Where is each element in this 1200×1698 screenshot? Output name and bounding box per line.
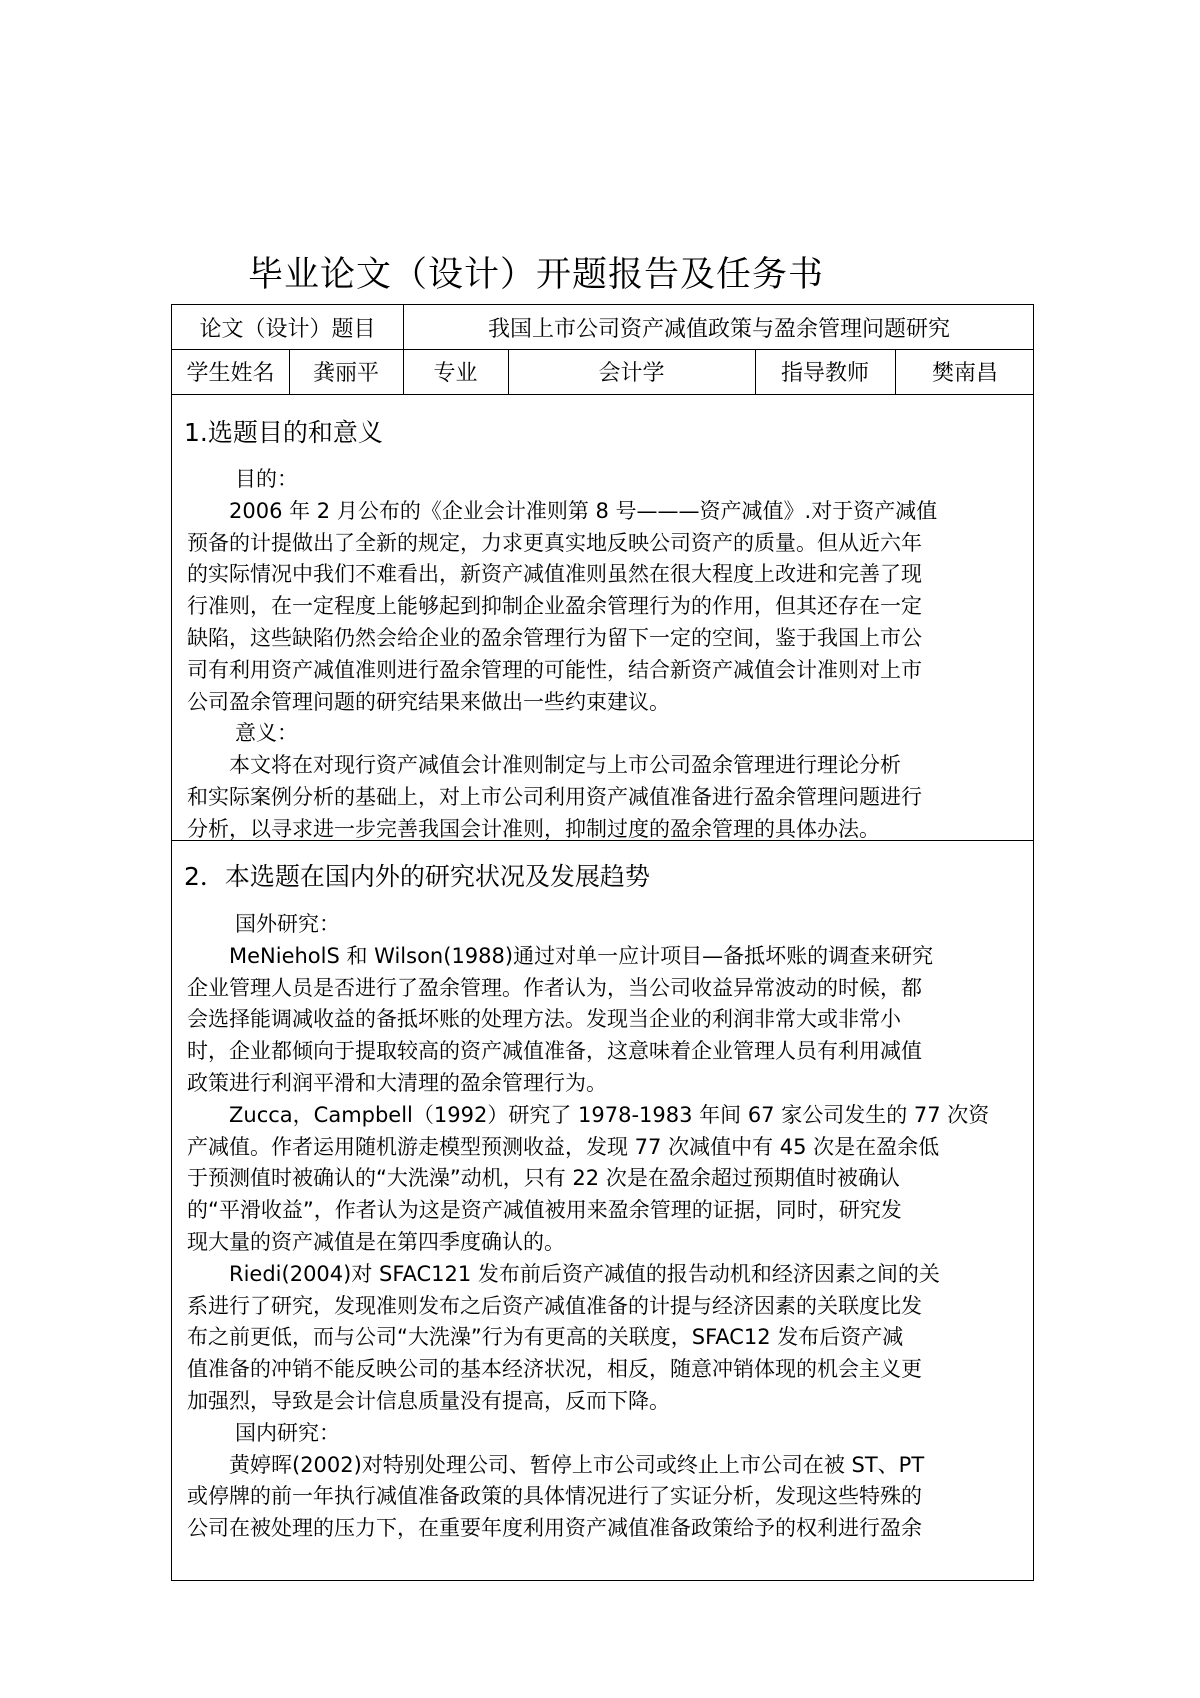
document-title: 毕业论文（设计）开题报告及任务书 [248,255,825,295]
paragraph-line: 时，企业都倾向于提取较高的资产减值准备，这意味着企业管理人员有利用减值 [187,1039,922,1064]
topic-label: 论文（设计）题目 [199,316,376,342]
paragraph-line: 的“平滑收益”，作者认为这是资产减值被用来盈余管理的证据，同时，研究发 [187,1198,902,1223]
paragraph-line: Zucca，Campbell（1992）研究了 1978-1983 年间 67 家公司发生的 77 次资 [229,1102,990,1127]
student-name-value: 龚丽平 [312,361,379,386]
paragraph-line: 值准备的冲销不能反映公司的基本经济状况，相反，随意冲销体现的机会主义更 [187,1357,922,1382]
paragraph-line: 现大量的资产减值是在第四季度确认的。 [187,1229,565,1254]
paragraph-line: MeNieholS 和 Wilson(1988)通过对单一应计项目—备抵坏账的调查来研究 [229,943,934,968]
paragraph-line: 2006 年 2 月公布的《企业会计准则第 8 号———资产减值》.对于资产减值 [229,498,938,523]
subheading-domestic-research: 国内研究： [235,1420,340,1445]
paragraph-line: 政策进行利润平滑和大清理的盈余管理行为。 [187,1070,607,1095]
paragraph-line: 司有利用资产减值准则进行盈余管理的可能性，结合新资产减值会计准则对上市 [187,657,922,682]
paragraph-line: 系进行了研究，发现准则发布之后资产减值准备的计提与经济因素的关联度比发 [187,1293,922,1318]
advisor-label: 指导教师 [780,361,869,386]
major-value: 会计学 [598,361,665,386]
advisor-value: 樊南昌 [931,361,998,386]
subheading-purpose: 目的： [235,467,298,491]
paragraph-line: 或停牌的前一年执行减值准备政策的具体情况进行了实证分析，发现这些特殊的 [187,1484,922,1509]
major-label: 专业 [433,361,478,386]
paragraph-line: 黄婷晖(2002)对特别处理公司、暂停上市公司或终止上市公司在被 ST、PT [229,1452,925,1477]
paragraph-line: 分析，以寻求进一步完善我国会计准则，抑制过度的盈余管理的具体办法。 [187,816,880,841]
paragraph-line: 于预测值时被确认的“大洗澡”动机，只有 22 次是在盈余超过预期值时被确认 [187,1166,900,1191]
paragraph-line: 行准则，在一定程度上能够起到抑制企业盈余管理行为的作用，但其还存在一定 [187,594,922,619]
paragraph-line: 布之前更低，而与公司“大洗澡”行为有更高的关联度，SFAC12 发布后资产减 [187,1325,904,1350]
section2-body [187,909,1023,1545]
paragraph-line: 企业管理人员是否进行了盈余管理。作者认为，当公司收益异常波动的时候，都 [187,975,922,1000]
proposal-table [171,304,1034,1581]
section1-body [187,464,1023,846]
paragraph-line: 本文将在对现行资产减值会计准则制定与上市公司盈余管理进行理论分析 [229,753,901,778]
paragraph-line: 预备的计提做出了全新的规定，力求更真实地反映公司资产的质量。但从近六年 [187,530,922,555]
paragraph-line: 会选择能调减收益的备抵坏账的处理方法。发现当企业的利润非常大或非常小 [187,1007,901,1032]
paragraph-line: 的实际情况中我们不难看出，新资产减值准则虽然在很大程度上改进和完善了现 [187,562,922,587]
subheading-foreign-research: 国外研究： [235,912,340,936]
topic-value: 我国上市公司资产减值政策与盈余管理问题研究 [487,316,950,342]
row-divider [172,394,1033,395]
paragraph-line: 加强烈，导致是会计信息质量没有提高，反而下降。 [187,1388,670,1413]
paragraph-line: 和实际案例分析的基础上，对上市公司利用资产减值准备进行盈余管理问题进行 [187,784,922,809]
student-name-label: 学生姓名 [186,361,275,386]
paragraph-line: 公司在被处理的压力下，在重要年度利用资产减值准备政策给予的权利进行盈余 [187,1516,922,1541]
section2-heading: 2．本选题在国内外的研究状况及发展趋势 [184,862,650,891]
paragraph-line: Riedi(2004)对 SFAC121 发布前后资产减值的报告动机和经济因素之间的关 [229,1261,940,1286]
paragraph-line: 产减值。作者运用随机游走模型预测收益，发现 77 次减值中有 45 次是在盈余低 [187,1134,940,1159]
section1-heading: 1.选题目的和意义 [184,418,383,447]
paragraph-line: 缺陷，这些缺陷仍然会给企业的盈余管理行为留下一定的空间，鉴于我国上市公 [187,625,922,650]
paragraph-line: 公司盈余管理问题的研究结果来做出一些约束建议。 [187,689,670,714]
subheading-significance: 意义： [235,721,298,746]
